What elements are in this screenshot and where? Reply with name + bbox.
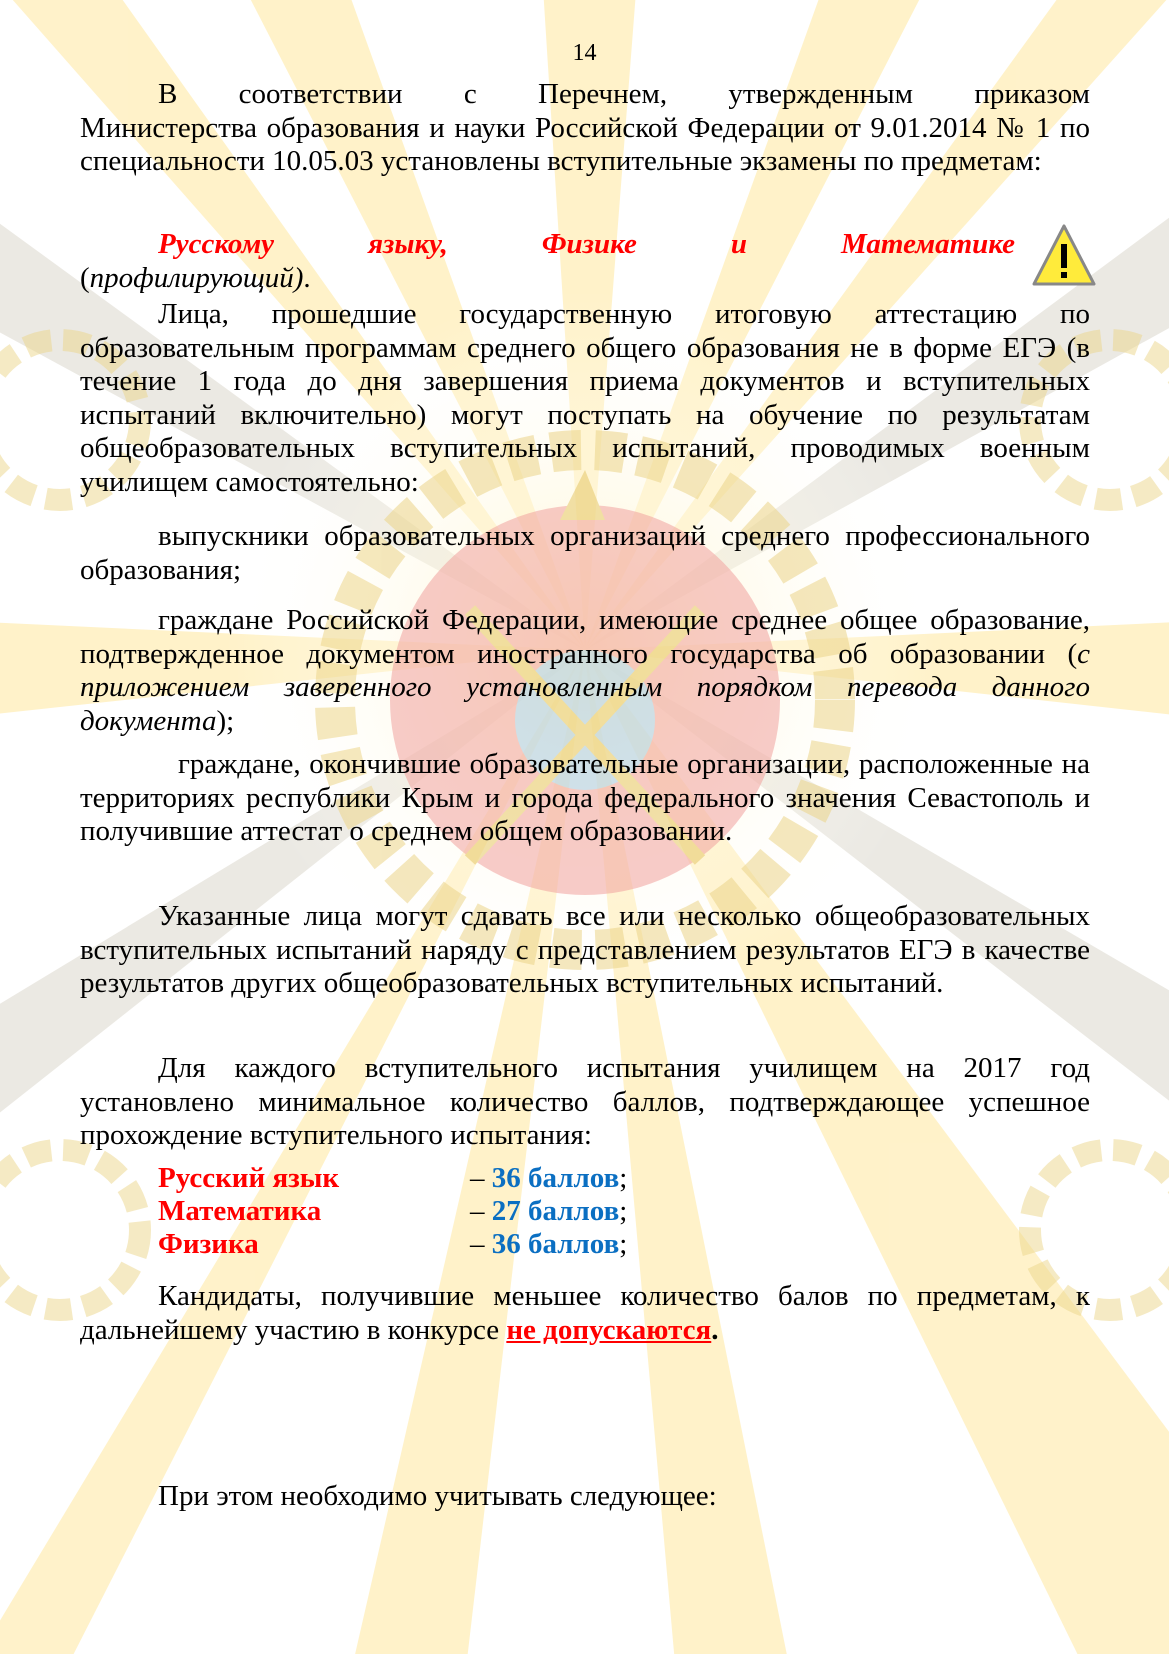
score-row: Русский язык – 36 баллов; xyxy=(158,1162,628,1194)
subjects-list: Русскому языку, Физике и Математике xyxy=(158,228,1015,260)
score-row: Физика – 36 баллов; xyxy=(158,1228,628,1260)
not-admitted-text: не допускаются xyxy=(506,1313,712,1346)
score-points: 36 баллов xyxy=(491,1228,620,1260)
warning-triangle-icon xyxy=(1031,222,1097,288)
spo-graduates-paragraph: выпускники образовательных организаций среднего профессионального образования; xyxy=(80,520,1090,586)
score-subject: Русский язык xyxy=(158,1162,340,1194)
intro-paragraph xyxy=(80,78,1090,179)
profile-note: профилирующий) xyxy=(89,261,304,294)
score-points: 27 баллов xyxy=(491,1195,620,1227)
foreign-docs-paragraph: граждане Российской Федерации, имеющие среднее общее образование, подтвержденное документом иностранного государства об образовании (с приложением заверенного установленным порядком перевода данного документа); xyxy=(80,604,1090,737)
score-subject: Математика xyxy=(158,1195,322,1227)
score-points: 36 баллов xyxy=(491,1162,620,1194)
intro-rest: Министерства образования и науки Российской Федерации от 9.01.2014 № 1 по специальности 10.05.03 установлены вступительные экзамены по предметам: xyxy=(80,111,1090,177)
page-number: 14 xyxy=(572,40,597,66)
translation-note: с приложением заверенного установленным порядком перевода данного документа xyxy=(80,637,1090,737)
score-row: Математика – 27 баллов; xyxy=(158,1195,628,1227)
insufficient-score-paragraph: Кандидаты, получившие меньшее количество балов по предметам, к дальнейшему участию в конкурсе не допускаются. xyxy=(80,1280,1090,1346)
subjects-paragraph: Русскому языку, Физике и Математике (профилирующий). xyxy=(80,228,1015,294)
intro-first-line: В соответствии с Перечнем, утвержденным приказом xyxy=(158,78,1090,110)
score-subject: Физика xyxy=(158,1228,259,1260)
minimum-scores-paragraph: Для каждого вступительного испытания училищем на 2017 год установлено минимальное количество баллов, подтверждающее успешное прохождение вступительного испытания: xyxy=(80,1052,1090,1151)
crimea-paragraph: граждане, окончившие образовательные организации, расположенные на территориях республики Крым и города федерального значения Севастополь и получившие аттестат о среднем общем образовании. xyxy=(80,748,1090,847)
ege-paragraph: Лица, прошедшие государственную итоговую аттестацию по образовательным программам среднего общего образования не в форме ЕГЭ (в течение 1 года до дня завершения приема документов и вступительных испытаний включительно) могут поступать на обучение по результатам общеобразовательных вступительных испытаний, проводимых военным училищем самостоятельно: xyxy=(80,298,1090,498)
closing-paragraph: При этом необходимо учитывать следующее: xyxy=(158,1480,717,1512)
exams-choice-paragraph: Указанные лица могут сдавать все или несколько общеобразовательных вступительных испытаний наряду с представлением результатов ЕГЭ в качестве результатов других общеобразовательных вступительных испытаний. xyxy=(80,900,1090,999)
